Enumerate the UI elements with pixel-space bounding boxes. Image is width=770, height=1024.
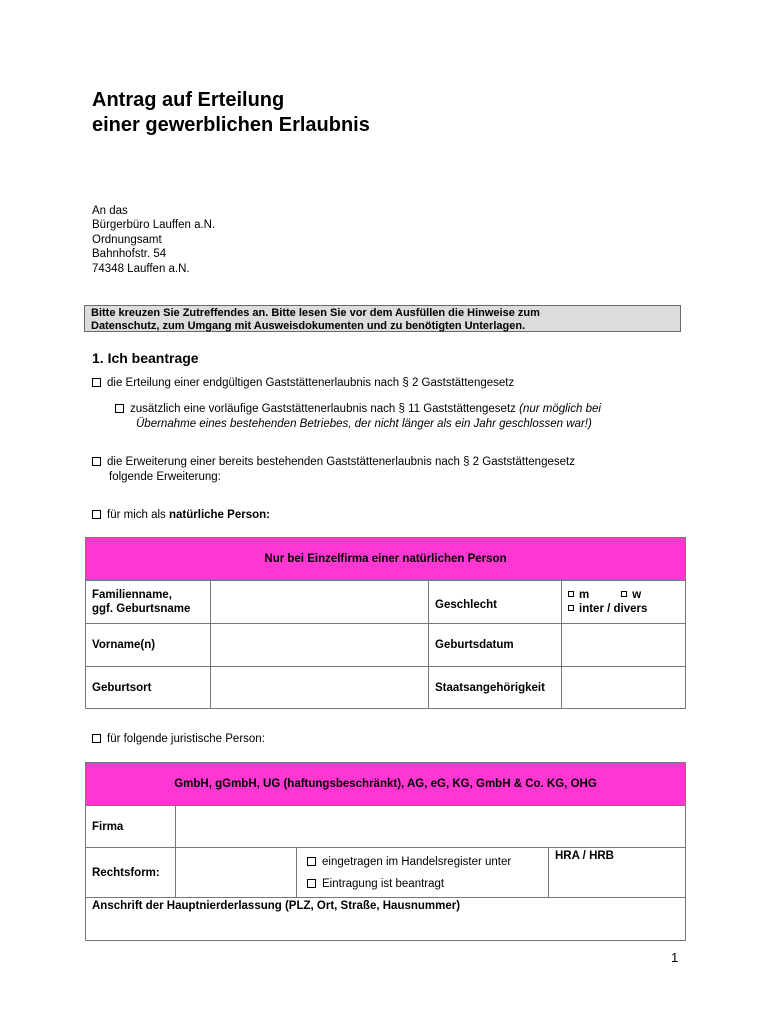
address-line-2: Bürgerbüro Lauffen a.N. [92, 219, 216, 232]
instructions-notice [84, 305, 681, 332]
notice-line-1: Bitte kreuzen Sie Zutreffendes an. Bitte lesen Sie vor dem Ausfüllen die Hinweise zum [91, 307, 540, 319]
field-firma[interactable] [176, 806, 686, 848]
checkbox-icon[interactable] [92, 457, 101, 466]
label-staatsangehoerigkeit: Staatsangehörigkeit [429, 667, 562, 709]
label-geburtsort: Geburtsort [86, 667, 211, 709]
label-familienname: Familienname, ggf. Geburtsname [86, 581, 211, 624]
table2-header: GmbH, gGmbH, UG (haftungsbeschränkt), AG, eG, KG, GmbH & Co. KG, OHG [86, 763, 686, 806]
address-line-5: 74348 Lauffen a.N. [92, 262, 190, 275]
section-heading: 1. Ich beantrage [92, 350, 199, 366]
checkbox-icon[interactable] [307, 879, 316, 888]
address-line-3: Ordnungsamt [92, 233, 162, 246]
title-line-1: Antrag auf Erteilung [92, 89, 285, 111]
option-natuerliche-person[interactable] [92, 508, 270, 523]
field-familienname[interactable] [211, 581, 429, 624]
title-line-2: einer gewerblichen Erlaubnis [92, 114, 370, 136]
label-vorname: Vorname(n) [86, 624, 211, 667]
option-vorlaeufig-label: zusätzlich eine vorläufige Gaststättenerlaubnis nach § 11 Gaststättengesetz [130, 403, 516, 415]
label-rechtsform: Rechtsform: [86, 848, 176, 898]
checkbox-icon[interactable] [92, 510, 101, 519]
address-line-4: Bahnhofstr. 54 [92, 248, 167, 261]
field-hra-hrb[interactable] [549, 848, 686, 898]
option-erteilung-label: die Erteilung einer endgültigen Gaststättenerlaubnis nach § 2 Gaststättengesetz [107, 377, 515, 389]
label-firma: Firma [86, 806, 176, 848]
field-geburtsort[interactable] [211, 667, 429, 709]
page-number: 1 [671, 950, 679, 965]
label-hra-hrb: HRA / HRB [555, 850, 614, 862]
field-geburtsdatum[interactable] [562, 624, 686, 667]
checkbox-icon[interactable] [115, 404, 124, 413]
notice-line-2: Datenschutz, zum Umgang mit Ausweisdokumenten und zu benötigten Unterlagen. [91, 319, 526, 332]
checkbox-icon[interactable] [92, 378, 101, 387]
option-erweiterung-label-2: folgende Erweiterung: [109, 471, 221, 483]
field-registereintrag [297, 848, 549, 898]
option-vorlaeufig-note-2: Übernahme eines bestehenden Betriebes, der nicht länger als ein Jahr geschlossen war!) [136, 418, 592, 430]
field-geschlecht[interactable]: m w inter / divers [562, 581, 686, 624]
field-anschrift[interactable] [86, 898, 686, 941]
option-vorlaeufig-note: (nur möglich bei [519, 403, 601, 415]
option-vorlaeufig[interactable] [115, 402, 675, 432]
checkbox-icon[interactable] [92, 734, 101, 743]
checkbox-w-icon[interactable] [621, 591, 627, 597]
label-geschlecht: Geschlecht [429, 581, 562, 624]
field-rechtsform[interactable] [176, 848, 297, 898]
label-anschrift: Anschrift der Hauptnierderlassung (PLZ, Ort, Straße, Hausnummer) [92, 900, 461, 912]
label-geburtsdatum: Geburtsdatum [429, 624, 562, 667]
checkbox-m-icon[interactable] [568, 591, 574, 597]
option-handelsregister[interactable]: eingetragen im Handelsregister unter [307, 851, 542, 873]
field-vorname[interactable] [211, 624, 429, 667]
legal-person-table [85, 762, 686, 941]
option-natuerliche-prefix: für mich als [107, 509, 166, 521]
option-erweiterung[interactable] [92, 455, 575, 485]
natural-person-table [85, 537, 686, 709]
option-eintragung-beantragt[interactable]: Eintragung ist beantragt [307, 873, 542, 895]
checkbox-icon[interactable] [307, 857, 316, 866]
option-juristische-person[interactable] [92, 732, 265, 747]
option-natuerliche-bold: natürliche Person: [169, 509, 270, 521]
document-title [92, 88, 370, 138]
recipient-address [92, 204, 215, 276]
option-erteilung[interactable] [92, 376, 514, 391]
table1-header: Nur bei Einzelfirma einer natürlichen Person [86, 538, 686, 581]
option-juristische-label: für folgende juristische Person: [107, 733, 265, 745]
checkbox-divers-icon[interactable] [568, 605, 574, 611]
option-erweiterung-label: die Erweiterung einer bereits bestehenden Gaststättenerlaubnis nach § 2 Gaststättengesetz [107, 456, 575, 468]
field-staatsangehoerigkeit[interactable] [562, 667, 686, 709]
address-line-1: An das [92, 205, 128, 217]
